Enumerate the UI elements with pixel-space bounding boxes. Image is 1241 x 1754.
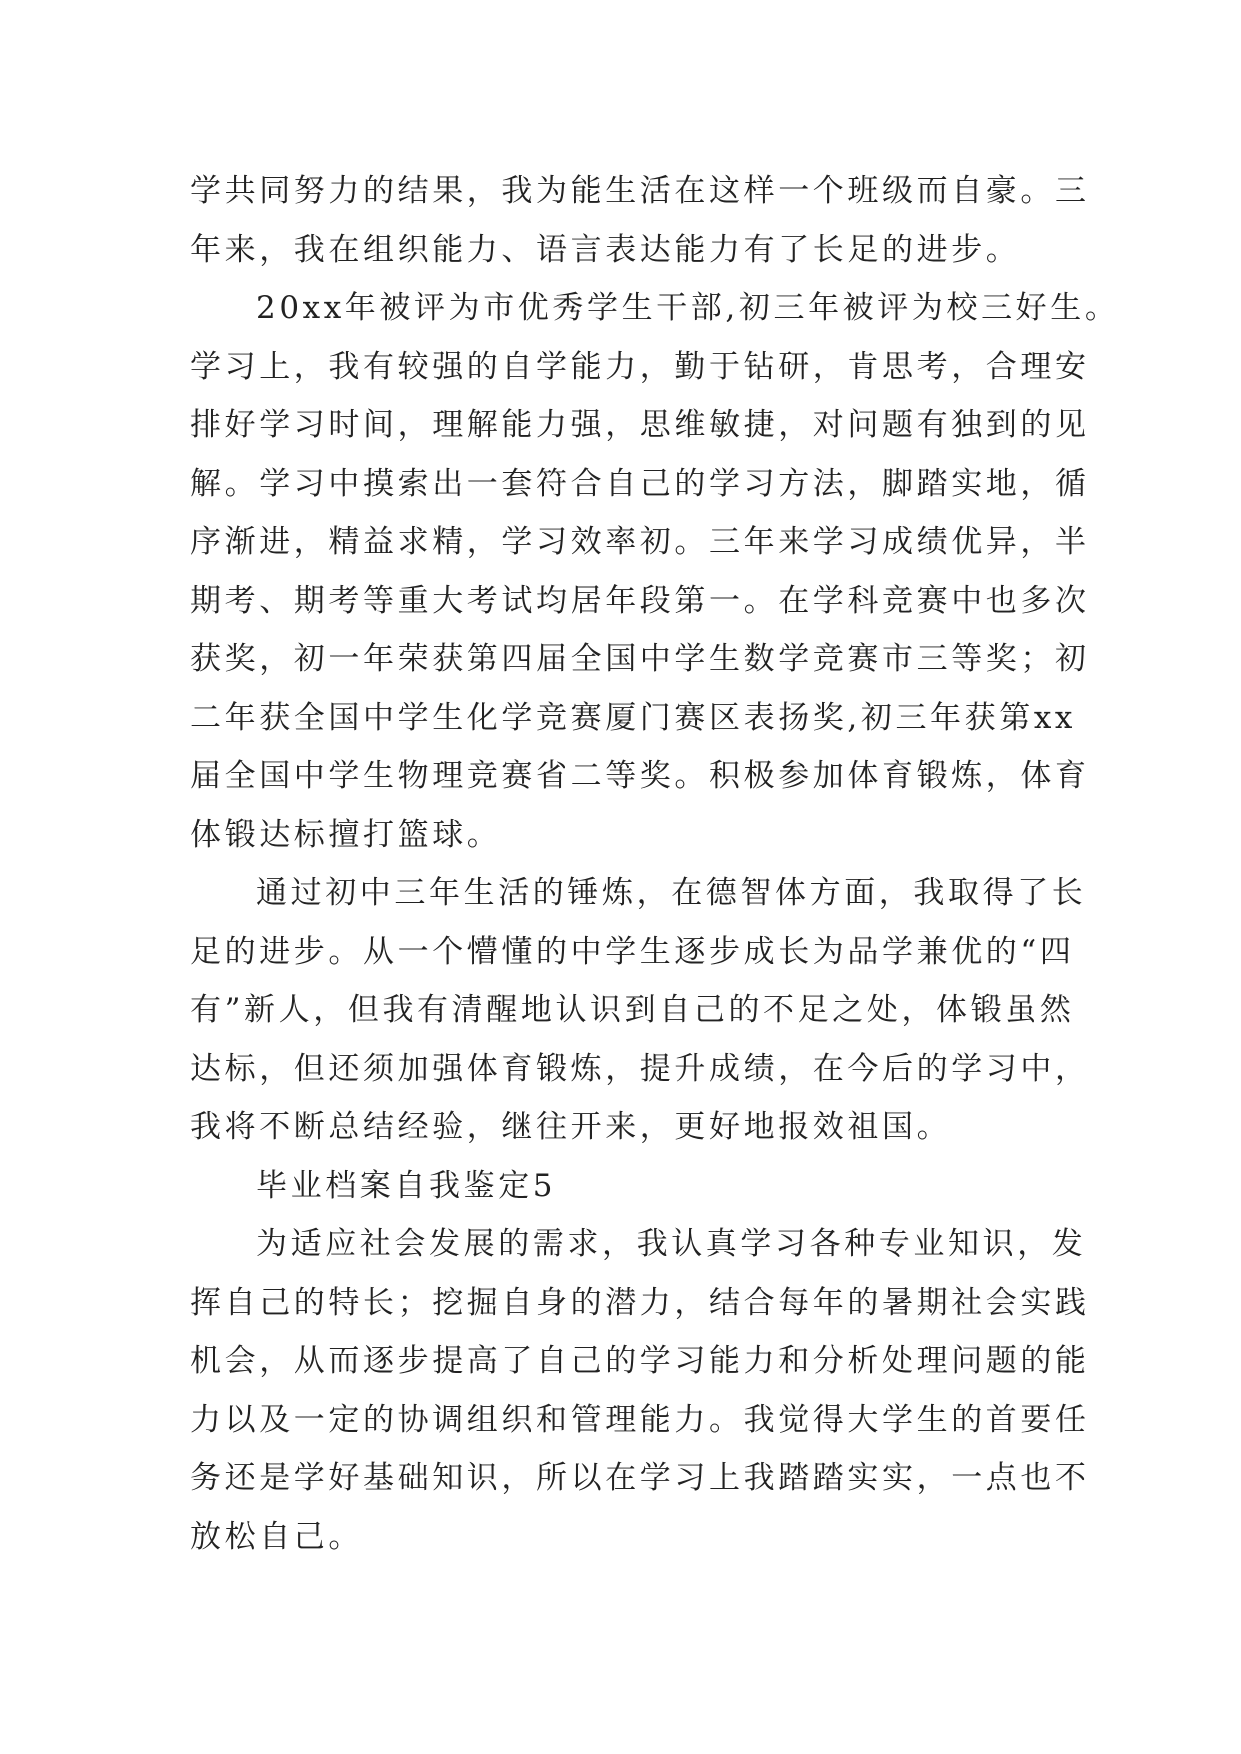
- text-line-3: 20xx年被评为市优秀学生干部,初三年被评为校三好生。: [256, 290, 1120, 326]
- text-line-11: 届全国中学生物理竞赛省二等奖。积极参加体育锻炼，体育: [190, 758, 1090, 794]
- text-line-4: 学习上，我有较强的自学能力，勤于钻研，肯思考，合理安: [190, 348, 1090, 385]
- text-line-9: 获奖，初一年荣获第四届全国中学生数学竞赛市三等奖；初: [190, 641, 1090, 677]
- text-line-22: 力以及一定的协调组织和管理能力。我觉得大学生的首要任: [190, 1401, 1090, 1438]
- text-line-19: 为适应社会发展的需求，我认真学习各种专业知识，发: [256, 1226, 1087, 1262]
- text-line-16: 达标，但还须加强体育锻炼，提升成绩，在今后的学习中，: [190, 1050, 1090, 1087]
- document-body: [190, 162, 1120, 1566]
- text-line-5: 排好学习时间，理解能力强，思维敏捷，对问题有独到的见: [190, 407, 1090, 443]
- text-line-24: 放松自己。: [190, 1518, 363, 1555]
- text-line-1: 学共同努力的结果，我为能生活在这样一个班级而自豪。三: [190, 173, 1090, 209]
- text-line-2: 年来，我在组织能力、语言表达能力有了长足的进步。: [190, 231, 1021, 268]
- text-line-17: 我将不断总结经验，继往开来，更好地报效祖国。: [190, 1109, 952, 1145]
- section-heading: 毕业档案自我鉴定5: [256, 1167, 557, 1204]
- text-line-14: 足的进步。从一个懵懂的中学生逐步成长为品学兼优的“四: [190, 933, 1075, 970]
- text-line-15: 有”新人，但我有清醒地认识到自己的不足之处，体锻虽然: [190, 992, 1075, 1028]
- text-line-8: 期考、期考等重大考试均居年段第一。在学科竞赛中也多次: [190, 582, 1090, 619]
- text-line-7: 序渐进，精益求精，学习效率初。三年来学习成绩优异，半: [190, 524, 1090, 560]
- text-line-21: 机会，从而逐步提高了自己的学习能力和分析处理问题的能: [190, 1343, 1090, 1379]
- text-line-23: 务还是学好基础知识，所以在学习上我踏踏实实，一点也不: [190, 1460, 1090, 1496]
- text-line-6: 解。学习中摸索出一套符合自己的学习方法，脚踏实地，循: [190, 465, 1090, 502]
- text-line-20: 挥自己的特长；挖掘自身的潜力，结合每年的暑期社会实践: [190, 1284, 1090, 1321]
- text-line-13: 通过初中三年生活的锤炼，在德智体方面，我取得了长: [256, 875, 1087, 911]
- text-line-10: 二年获全国中学生化学竞赛厦门赛区表扬奖,初三年获第xx: [190, 699, 1077, 736]
- text-line-12: 体锻达标擅打篮球。: [190, 816, 502, 853]
